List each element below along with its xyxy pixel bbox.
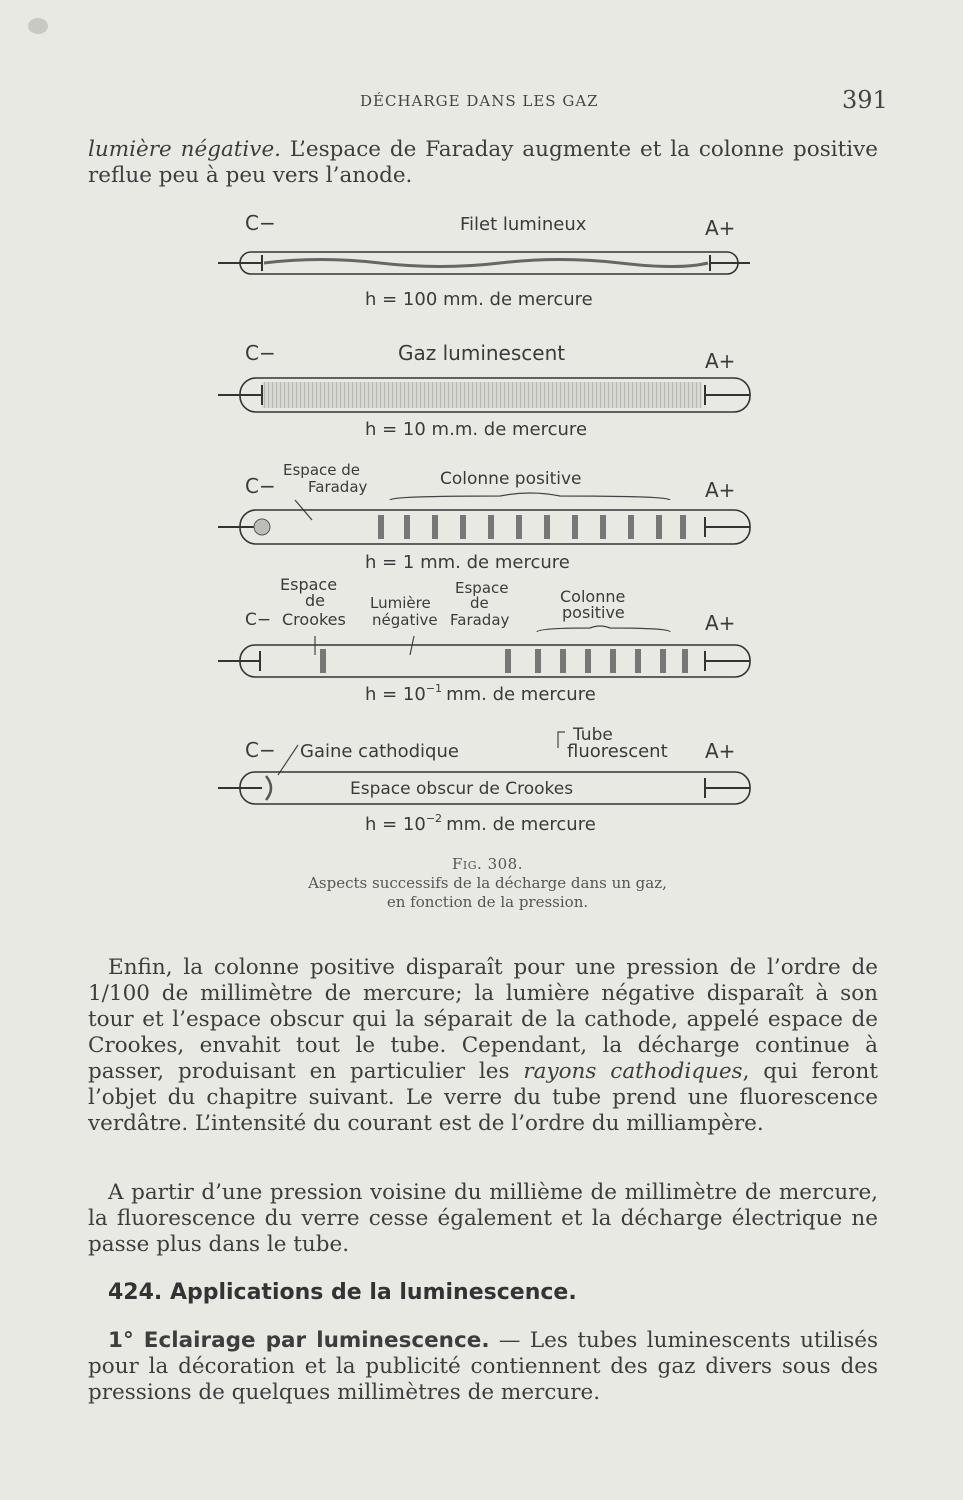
tube-1 bbox=[218, 211, 750, 310]
tube-5 bbox=[218, 725, 750, 835]
dark-space-label: Espace obscur de Crookes bbox=[350, 779, 574, 799]
page-number: 391 bbox=[842, 86, 888, 114]
crookes-label-2: de bbox=[305, 591, 325, 610]
anode-label-3: A+ bbox=[705, 478, 736, 502]
positive-column-label-4b: positive bbox=[562, 603, 625, 622]
intro-emphasis: lumière négative. bbox=[88, 137, 281, 162]
section-heading: 424. Applications de la luminescence. bbox=[108, 1280, 577, 1305]
faraday-space-label-3: Faraday bbox=[450, 611, 510, 629]
luminous-filament bbox=[264, 260, 708, 267]
gas-label: Gaz luminescent bbox=[398, 341, 566, 365]
cathode-rays-emphasis: rayons cathodiques bbox=[523, 1059, 743, 1084]
cathode-sheath bbox=[266, 776, 271, 800]
anode-label-1: A+ bbox=[705, 216, 736, 240]
striations bbox=[378, 515, 686, 539]
paragraph-2: A partir d’une pression voisine du millième de millimètre de mercure, la fluorescence du verre cesse également et la décharge électrique ne passe plus dans le tube. bbox=[88, 1180, 878, 1257]
faraday-space-label-1: Espace bbox=[455, 579, 509, 597]
tube-label-1: Tube bbox=[573, 725, 613, 745]
filament-label: Filet lumineux bbox=[460, 214, 587, 235]
figure-number: Fig. 308. bbox=[452, 855, 523, 873]
negative-glow bbox=[254, 519, 270, 535]
tube-4 bbox=[218, 575, 750, 705]
figure-caption bbox=[200, 855, 775, 912]
caption-line-1: Aspects successifs de la décharge dans un gaz, bbox=[308, 874, 667, 892]
faraday-label-top: Espace de bbox=[283, 461, 360, 479]
luminescent-gas bbox=[262, 382, 702, 408]
pressure-1: h = 100 mm. de mercure bbox=[365, 289, 593, 310]
positive-column-label-4a: Colonne bbox=[560, 587, 626, 606]
cathode-label-5: C− bbox=[245, 738, 276, 762]
cathode-label-1: C− bbox=[245, 211, 276, 235]
pressure-5: $h = 10^{-2}$ mm. de mercure bbox=[365, 812, 596, 835]
tube-2 bbox=[218, 341, 750, 440]
cathode-label-3: C− bbox=[245, 474, 276, 498]
paragraph-1: Enfin, la colonne positive disparaît pour une pression de l’ordre de 1/100 de millimètre de mercure; la lumière négative disparaît à son tour et l’espace obscur qui la séparait de la cathode, appelé espace de Crookes, envahit tout le tube. Cependant, la décharge continue à passer, produisant en particulier les rayons cathodiques, qui feront l’objet du chapitre suivant. Le verre du tube prend une fluorescence verdâtre. L’intensité du courant est de l’ordre du milliampère. bbox=[88, 955, 878, 1136]
paragraph-3: 1° Eclairage par luminescence. — Les tubes luminescents utilisés pour la décoration et la publicité contiennent des gaz divers sous des pressions de quelques millimètres de mercure. bbox=[88, 1328, 878, 1405]
intro-text: L’espace de Faraday augmente et la colonne positive reflue peu à peu vers l’anode. bbox=[88, 137, 878, 188]
pressure-3: h = 1 mm. de mercure bbox=[365, 552, 570, 573]
tube-4-glass bbox=[240, 645, 750, 677]
column-brace bbox=[390, 493, 670, 500]
running-title: DÉCHARGE DANS LES GAZ bbox=[360, 92, 599, 110]
anode-label-4: A+ bbox=[705, 611, 736, 635]
sheath-label: Gaine cathodique bbox=[300, 741, 459, 762]
tube-3-glass bbox=[240, 510, 750, 544]
intro-paragraph bbox=[88, 137, 878, 189]
page-stain bbox=[28, 18, 48, 34]
faraday-space-label-2: de bbox=[470, 594, 489, 612]
faraday-label-bottom: Faraday bbox=[308, 478, 368, 496]
caption-line-2: en fonction de la pression. bbox=[386, 893, 589, 911]
crookes-label-1: Espace bbox=[280, 575, 338, 594]
negative-light-label-1: Lumière bbox=[370, 594, 431, 612]
pressure-2: h = 10 m.m. de mercure bbox=[365, 419, 588, 440]
negative-light-label-2: négative bbox=[372, 611, 438, 629]
discharge-figure bbox=[200, 200, 780, 850]
subsection-title: 1° Eclairage par luminescence. bbox=[108, 1328, 490, 1353]
positive-column-label: Colonne positive bbox=[440, 469, 582, 489]
tube-label-2: fluorescent bbox=[567, 741, 668, 762]
anode-label-5: A+ bbox=[705, 739, 736, 763]
striations-4 bbox=[320, 649, 688, 673]
cathode-label-4: C− bbox=[245, 610, 272, 630]
crookes-label-3: Crookes bbox=[282, 610, 346, 629]
tube-3 bbox=[218, 461, 750, 573]
pressure-4: $h = 10^{-1}$ mm. de mercure bbox=[365, 682, 596, 705]
cathode-label-2: C− bbox=[245, 341, 276, 365]
anode-label-2: A+ bbox=[705, 349, 736, 373]
